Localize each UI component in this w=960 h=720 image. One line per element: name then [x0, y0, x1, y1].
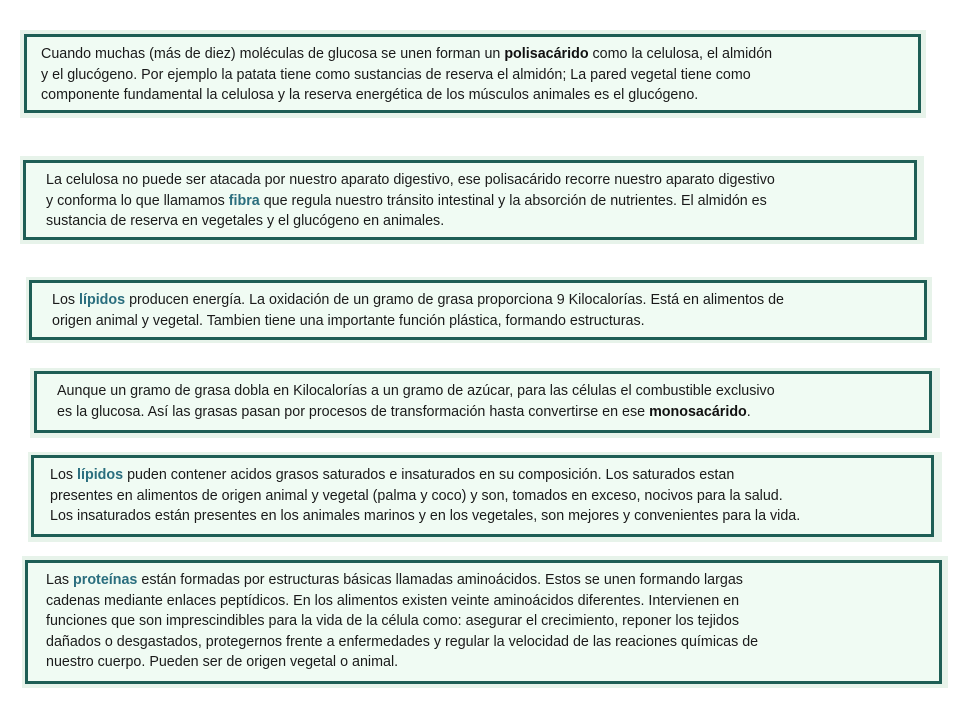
- keyword-fibra: fibra: [228, 192, 260, 209]
- keyword-polisacarido: polisacárido: [504, 46, 589, 62]
- keyword-proteinas: proteínas: [73, 572, 138, 588]
- paragraph-box-lipidos-energia: [29, 280, 927, 340]
- text-line: Los insaturados están presentes en los animales marinos y en los vegetales, son mejores y convenientes para la vida.: [50, 508, 801, 525]
- text-line: y conforma lo que llamamos fibra que regula nuestro tránsito intestinal y la absorción de nutrientes. El almidón es: [46, 192, 767, 209]
- text-line: Aunque un gramo de grasa dobla en Kilocalorías a un gramo de azúcar, para las células el combustible exclusivo: [57, 383, 775, 399]
- keyword-monosacarido: monosacárido: [649, 403, 747, 420]
- text-line: cadenas mediante enlaces peptídicos. En los alimentos existen veinte aminoácidos diferentes. Intervienen en: [46, 592, 740, 609]
- keyword-lipidos: lípidos: [77, 467, 124, 483]
- text-line: Los lípidos producen energía. La oxidación de un gramo de grasa proporciona 9 Kilocalorías. Está en alimentos de: [52, 292, 784, 308]
- text-line: funciones que son imprescindibles para la vida de la célula como: asegurar el crecimiento, reponer los tejidos: [46, 613, 739, 630]
- text-line: nuestro cuerpo. Pueden ser de origen vegetal o animal.: [46, 654, 399, 671]
- text-line: Cuando muchas (más de diez) moléculas de glucosa se unen forman un polisacárido como la celulosa, el almidón: [41, 46, 773, 62]
- text-line: presentes en alimentos de origen animal y vegetal (palma y coco) y son, tomados en exceso, nocivos para la salud.: [50, 487, 783, 504]
- text-line: es la glucosa. Así las grasas pasan por procesos de transformación hasta convertirse en ese monosacárido.: [57, 403, 751, 420]
- text-line: Los lípidos puden contener acidos grasos saturados e insaturados en su composición. Los saturados estan: [50, 467, 735, 483]
- text-line: dañados o desgastados, protegernos frente a enfermedades y regular la velocidad de las reaciones químicas de: [46, 633, 759, 650]
- paragraph-box-polisacarido: [24, 34, 921, 113]
- keyword-lipidos: lípidos: [79, 292, 126, 308]
- text-line: Las proteínas están formadas por estructuras básicas llamadas aminoácidos. Estos se unen formando largas: [46, 572, 743, 588]
- paragraph-box-proteinas: [25, 560, 942, 684]
- text-line: origen animal y vegetal. Tambien tiene una importante función plástica, formando estructuras.: [52, 312, 645, 329]
- text-line: La celulosa no puede ser atacada por nuestro aparato digestivo, ese polisacárido recorre nuestro aparato digestivo: [46, 172, 775, 188]
- text-line: sustancia de reserva en vegetales y el glucógeno en animales.: [46, 213, 445, 230]
- text-line: componente fundamental la celulosa y la reserva energética de los músculos animales es el glucógeno.: [41, 87, 699, 104]
- paragraph-box-monosacarido: [34, 371, 932, 433]
- text-line: y el glucógeno. Por ejemplo la patata tiene como sustancias de reserva el almidón; La pared vegetal tiene como: [41, 66, 751, 83]
- paragraph-box-fibra: [23, 160, 917, 240]
- paragraph-box-lipidos-acidos: [31, 455, 934, 537]
